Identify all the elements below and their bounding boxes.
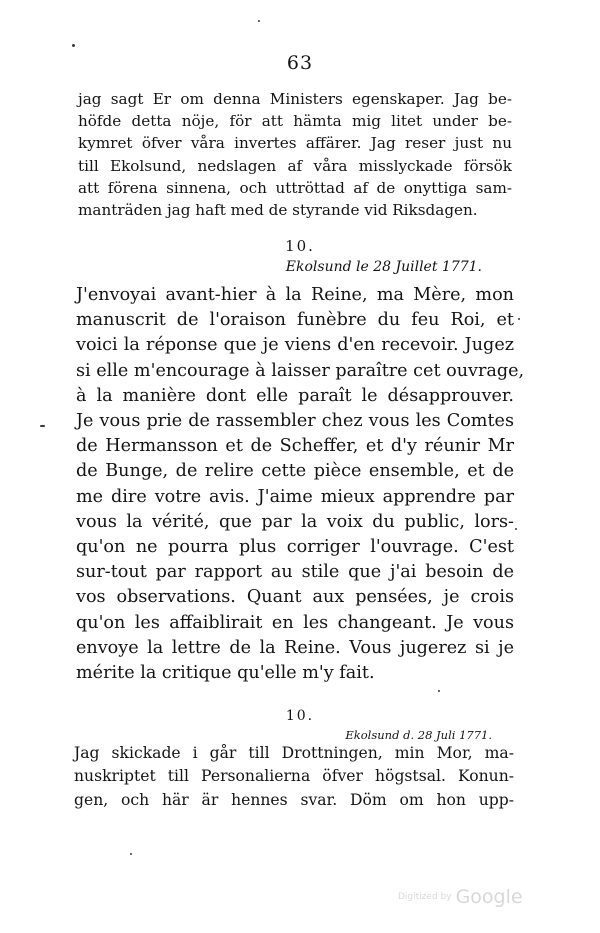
text-line: till Ekolsund, nedslagen af våra misslyckade försök: [78, 156, 512, 175]
print-speck: [515, 528, 517, 530]
swedish-letter-body: [74, 742, 514, 812]
digitization-watermark: [398, 886, 523, 908]
text-line: si elle m'encourage à laisser paraître cet ouvrage,: [76, 360, 525, 381]
letter-dateline: Ekolsund d. 28 Juli 1771.: [345, 728, 492, 742]
page-number: 63: [286, 52, 314, 74]
french-letter-body: [76, 283, 525, 686]
text-line: Jag skickade i går till Drottningen, min Mor, ma-: [74, 744, 514, 762]
text-line: Je vous prie de rassembler chez vous les Comtes: [76, 411, 514, 432]
text-line: envoye la lettre de la Reine. Vous jugerez si je: [76, 637, 514, 658]
text-line: jag sagt Er om denna Ministers egenskaper. Jag be-: [78, 90, 512, 108]
text-line: manuscrit de l'oraison funèbre du feu Roi, et: [76, 310, 514, 331]
swedish-paragraph: [78, 88, 512, 221]
text-line: J'envoyai avant-hier à la Reine, ma Mère, mon: [76, 285, 514, 305]
print-speck: [40, 425, 45, 427]
text-line: att förena sinnena, och uttröttad af de onyttiga sam-: [78, 178, 512, 197]
print-speck: [72, 44, 75, 47]
text-line: nuskriptet till Personalierna öfver högstsal. Konun-: [74, 767, 514, 786]
text-line: sur-tout par rapport au stile que j'ai besoin de: [76, 562, 514, 583]
text-line: à la manière dont elle paraît le désapprouver.: [76, 385, 514, 406]
letter-dateline: Ekolsund le 28 Juillet 1771.: [285, 259, 482, 275]
print-speck: [130, 853, 132, 855]
text-line: vos observations. Quant aux pensées, je crois: [76, 587, 514, 608]
text-line: qu'on les affaiblirait en les changeant. Je vous: [76, 612, 514, 633]
text-line: manträden jag haft med de styrande vid Riksdagen.: [78, 201, 478, 220]
letter-number: 10.: [285, 708, 315, 724]
watermark-small-text: Digitized by: [398, 892, 452, 902]
text-line: höfde detta nöje, för att hämta mig litet under be-: [78, 112, 512, 131]
text-line: gen, och här är hennes svar. Döm om hon upp-: [74, 790, 514, 809]
text-line: mérite la critique qu'elle m'y fait.: [76, 663, 375, 684]
text-line: de Hermansson et de Scheffer, et d'y réunir Mr: [76, 436, 514, 457]
print-speck: [438, 690, 440, 692]
text-line: voici la réponse que je viens d'en recevoir. Jugez: [76, 335, 514, 356]
text-line: me dire votre avis. J'aime mieux apprendre par: [76, 486, 514, 507]
letter-number: 10.: [285, 237, 315, 255]
text-line: vous la vérité, que par la voix du public, lors-: [76, 511, 514, 532]
watermark-logo-text: Google: [455, 886, 523, 908]
text-line: qu'on ne pourra plus corriger l'ouvrage. C'est: [76, 537, 514, 558]
text-line: kymret öfver våra invertes affärer. Jag reser just nu: [78, 134, 512, 153]
print-speck: [258, 20, 260, 22]
text-line: de Bunge, de relire cette pièce ensemble, et de: [76, 461, 514, 482]
print-speck: [518, 318, 520, 320]
